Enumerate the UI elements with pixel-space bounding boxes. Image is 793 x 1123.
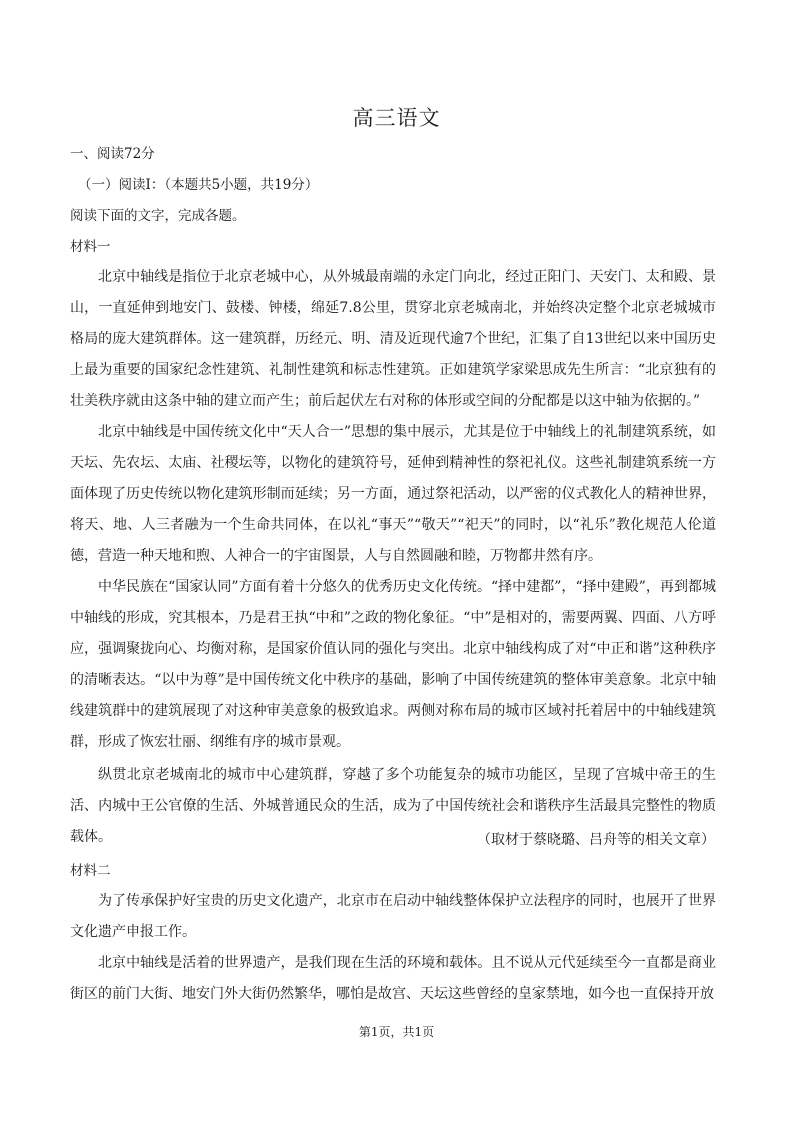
- subsection-heading: （一）阅读Ⅰ：（本题共5小题，共19分）: [78, 177, 319, 193]
- source-citation: （取材于蔡晓璐、吕舟等的相关文章）: [477, 832, 715, 848]
- material-two-paragraph: 为了传承保护好宝贵的历史文化遗产，北京市在启动中轴线整体保护立法程序的同时，也展开了世界文化遗产申报工作。: [70, 893, 716, 940]
- instruction-text: 阅读下面的文字，完成各题。: [70, 208, 246, 224]
- material-one-paragraph: 中华民族在“国家认同”方面有着十分悠久的优秀历史文化传统。“择中建都”，“择中建殿”，再到都城中轴线的形成，究其根本，乃是君王执“中和”之政的物化象征。“中”是相对的，需要两翼、四面、八方呼应，强调聚拢向心、均衡对称，是国家价值认同的强化与突出。北京中轴线构成了对“中正和谐”这种秩序的清晰表达。“以中为尊”是中国传统文化中秩序的基础，影响了中国传统建筑的整体审美意象。北京中轴线建筑群中的建筑展现了对这种审美意象的极致追求。两侧对称布局的城市区域衬托着居中的中轴线建筑群，形成了恢宏壮丽、纲维有序的城市景观。: [70, 579, 716, 750]
- material-one-paragraph: 北京中轴线是指位于北京老城中心，从外城最南端的永定门向北，经过正阳门、天安门、太和殿、景山，一直延伸到地安门、鼓楼、钟楼，绵延7.8公里，贯穿北京老城南北，并始终决定整个北京老城城市格局的庞大建筑群体。这一建筑群，历经元、明、清及近现代逾7个世纪，汇集了自13世纪以来中国历史上最为重要的国家纪念性建筑、礼制性建筑和标志性建筑。正如建筑学家梁思成先生所言：“北京独有的壮美秩序就由这条中轴的建立而产生；前后起伏左右对称的体形或空间的分配都是以这中轴为依据的。”: [70, 269, 716, 409]
- material-one-paragraph: 纵贯北京老城南北的城市中心建筑群，穿越了多个功能复杂的城市功能区，呈现了宫城中帝王的生活、内城中王公官僚的生活、外城普通民众的生活，成为了中国传统社会和谐秩序生活最具完整性的物质载体。: [70, 767, 716, 845]
- page-footer: 第1页，共1页: [358, 1025, 435, 1039]
- section-heading: 一、阅读72分: [70, 146, 155, 162]
- material-one-paragraph: 北京中轴线是中国传统文化中“天人合一”思想的集中展示，尤其是位于中轴线上的礼制建筑系统，如天坛、先农坛、太庙、社稷坛等，以物化的建筑符号，延伸到精神性的祭祀礼仪。这些礼制建筑系统一方面体现了历史传统以物化建筑形制而延续；另一方面，通过祭祀活动，以严密的仪式教化人的精神世界，将天、地、人三者融为一个生命共同体，在以礼“事天”“敬天”“祀天”的同时，以“礼乐”教化规范人伦道德，营造一种天地和煦、人神合一的宇宙图景，人与自然圆融和睦，万物都井然有序。: [70, 424, 716, 564]
- material-one-label: 材料一: [70, 239, 111, 255]
- material-two-label: 材料二: [70, 863, 111, 879]
- material-two-paragraph: 北京中轴线是活着的世界遗产，是我们现在生活的环境和载体。且不说从元代延续至今一直都是商业街区的前门大街、地安门外大街仍然繁华，哪怕是故宫、天坛这些曾经的皇家禁地，如今也一直保持开放: [70, 955, 716, 1002]
- page-title: 高三语文: [352, 106, 441, 130]
